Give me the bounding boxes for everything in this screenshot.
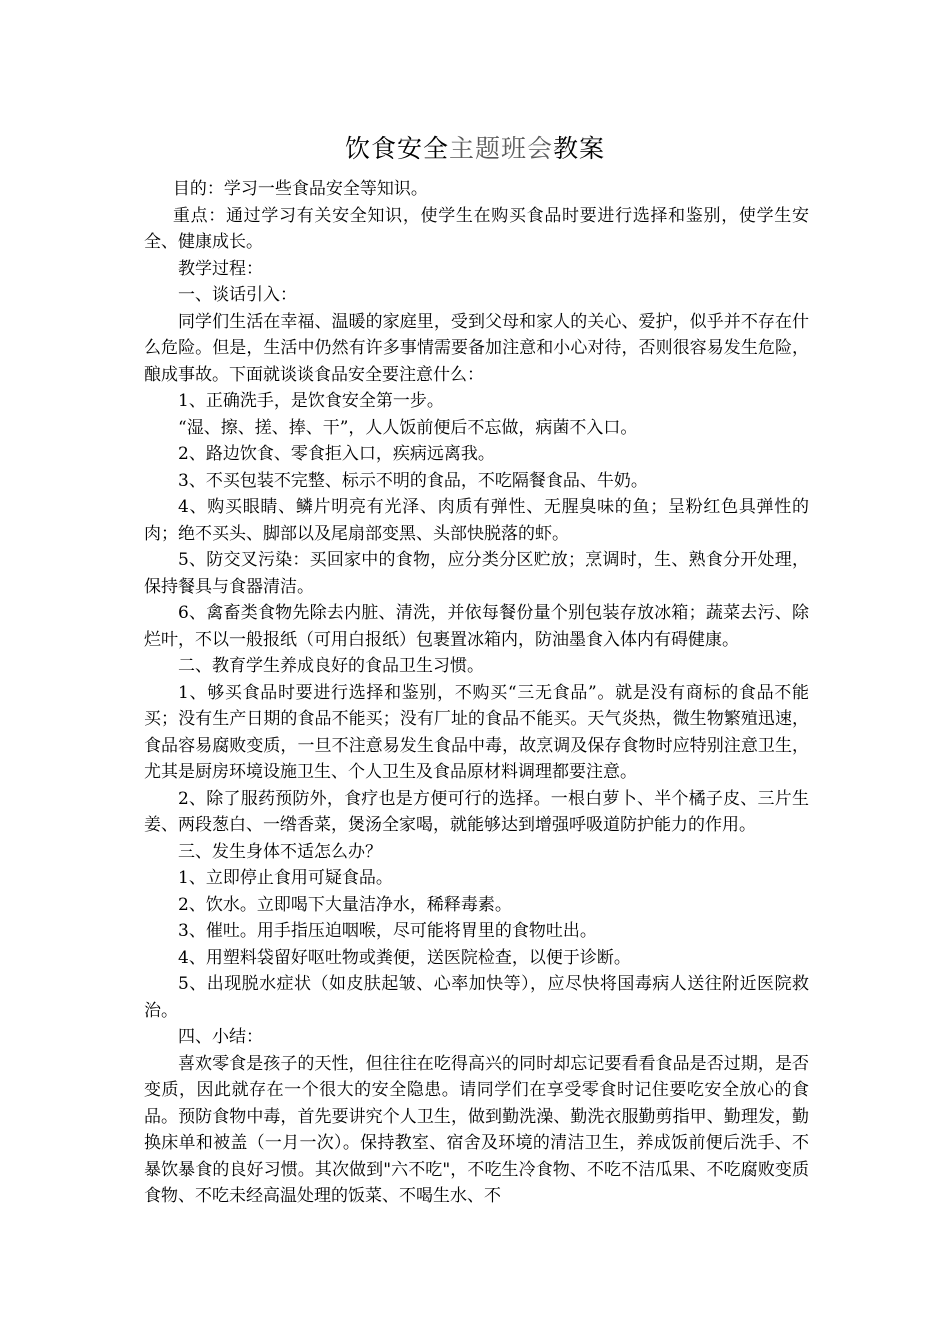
- list-item: 2、除了服药预防外，食疗也是方便可行的选择。一根白萝卜、半个橘子皮、三片生姜、两段葱白、一绺香菜，煲汤全家喝，就能够达到增强呼吸道防护能力的作用。: [144, 788, 809, 835]
- list-item: 3、催吐。用手指压迫咽喉，尽可能将胃里的食物吐出。: [178, 921, 597, 941]
- section-heading-2: 二、教育学生养成良好的食品卫生习惯。: [178, 656, 484, 676]
- document-title: [0, 132, 950, 166]
- title-part-2: 主题班会: [448, 134, 553, 163]
- section-heading-1: 一、谈话引入：: [178, 285, 297, 305]
- list-item: 1、正确洗手，是饮食安全第一步。: [178, 391, 444, 411]
- paragraph: “湿、擦、搓、捧、干”，人人饭前便后不忘做，病菌不入口。: [178, 417, 638, 438]
- list-item: 3、不买包装不完整、标示不明的食品，不吃隔餐食品、牛奶。: [178, 470, 648, 491]
- list-item: 2、路边饮食、零食拒入口，疾病远离我。: [178, 444, 495, 464]
- list-item: 5、防交叉污染：买回家中的食物，应分类分区贮放；烹调时，生、熟食分开处理，保持餐具与食器清洁。: [144, 550, 809, 597]
- list-item: 4、用塑料袋留好呕吐物或粪便，送医院检查，以便于诊断。: [178, 947, 631, 968]
- section-heading-4: 四、小结：: [178, 1027, 263, 1047]
- title-part-3: 教案: [553, 134, 606, 163]
- list-item: 1、够买食品时要进行选择和鉴别，不购买“三无食品”。就是没有商标的食品不能买；没有生产日期的食品不能买；没有厂址的食品不能买。天气炎热，微生物繁殖迅速，食品容易腐败变质，一旦不注意易发生食品中毒，故烹调及保存食物时应特别注意卫生，尤其是厨房环境设施卫生、个人卫生及食品原材料调理都要注意。: [144, 682, 809, 782]
- title-part-1: 饮食安全: [344, 134, 449, 163]
- list-item: 6、禽畜类食物先除去内脏、清洗，并依每餐份量个别包装存放冰箱；蔬菜去污、除烂叶，不以一般报纸（可用白报纸）包裹置冰箱内，防油墨食入体内有碍健康。: [144, 603, 809, 650]
- list-item: 2、饮水。立即喝下大量洁净水，稀释毒素。: [178, 894, 512, 915]
- document-body: [144, 176, 809, 1210]
- list-item: 5、出现脱水症状（如皮肤起皱、心率加快等），应尽快将国毒病人送往附近医院救治。: [144, 974, 809, 1021]
- paragraph-process-heading: 教学过程：: [178, 258, 263, 279]
- list-item: 4、购买眼睛、鳞片明亮有光泽、肉质有弹性、无腥臭味的鱼；呈粉红色具弹性的肉；绝不买头、脚部以及尾扇部变黑、头部快脱落的虾。: [144, 497, 809, 544]
- paragraph-summary: 喜欢零食是孩子的天性，但往往在吃得高兴的同时却忘记要看看食品是否过期，是否变质，因此就存在一个很大的安全隐患。请同学们在享受零食时记住要吃安全放心的食品。预防食物中毒，首先要讲究个人卫生，做到勤洗澡、勤洗衣服勤剪指甲、勤理发，勤换床单和被盖（一月一次）。保持教室、宿舍及环境的清洁卫生，养成饭前便后洗手、不暴饮暴食的良好习惯。其次做到"六不吃"，不吃生冷食物、不吃不洁瓜果、不吃腐败变质食物、不吃未经高温处理的饭菜、不喝生水、不: [144, 1053, 809, 1206]
- paragraph-purpose: 目的：学习一些食品安全等知识。: [172, 179, 428, 199]
- section-heading-3: 三、发生身体不适怎么办？: [178, 841, 382, 862]
- paragraph-key-point: 重点：通过学习有关安全知识，使学生在购买食品时要进行选择和鉴别，使学生安全、健康成长。: [144, 205, 809, 252]
- list-item: 1、立即停止食用可疑食品。: [178, 868, 393, 888]
- paragraph: 同学们生活在幸福、温暖的家庭里，受到父母和家人的关心、爱护，似乎并不存在什么危险。但是，生活中仍然有许多事情需要备加注意和小心对待，否则很容易发生危险，酿成事故。下面就谈谈食品安全要注意什么：: [144, 311, 809, 385]
